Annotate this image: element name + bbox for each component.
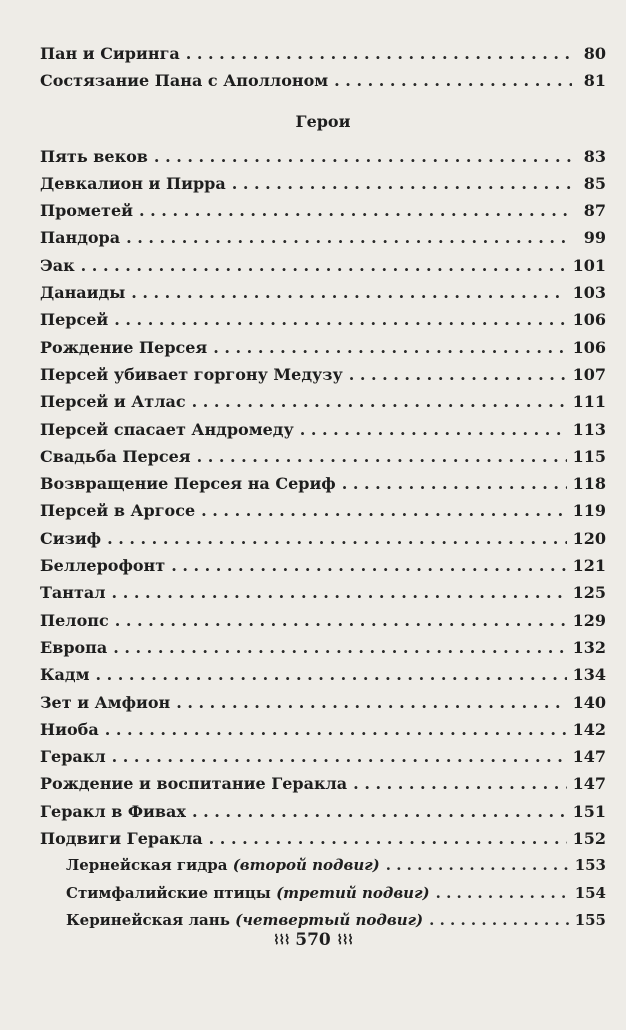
toc-entry-title: Кадм	[40, 665, 90, 685]
toc-entry	[40, 802, 606, 829]
toc-entry-title: Персей спасает Андромеду	[40, 419, 294, 439]
toc-entry	[40, 228, 606, 255]
dot-leader	[209, 829, 567, 848]
dot-leader	[95, 665, 566, 684]
dot-leader	[176, 693, 566, 712]
dot-leader	[107, 529, 566, 548]
toc-entry-title: Девкалион и Пирра	[40, 173, 226, 193]
toc-entry-title: Зет и Амфион	[40, 692, 171, 712]
toc-entry-title: Рождение и воспитание Геракла	[40, 774, 348, 794]
dot-leader	[105, 720, 567, 739]
toc-entry	[40, 474, 606, 501]
dot-leader	[353, 774, 566, 793]
dot-leader	[213, 338, 566, 357]
dot-leader	[334, 71, 572, 90]
toc-entry-title: Европа	[40, 637, 108, 657]
toc-entry-page: 132	[572, 637, 606, 657]
toc-entry	[40, 583, 606, 610]
toc-entry-page: 80	[583, 44, 606, 63]
toc-entry-title: Геракл	[40, 747, 106, 767]
toc-entry-page: 113	[572, 419, 606, 439]
toc-entry-title: Состязание Пана с Аполлоном	[40, 71, 329, 91]
toc-subentry-note: (четвертый подвиг)	[235, 910, 424, 929]
toc-entry-page: 147	[572, 747, 606, 767]
table-of-contents	[40, 44, 606, 938]
dot-leader	[386, 856, 569, 874]
toc-subentry-title-wrap	[66, 884, 430, 902]
toc-entry-page: 107	[572, 364, 606, 384]
toc-entry-page: 106	[572, 310, 606, 330]
dot-leader	[131, 283, 566, 302]
toc-subentry-note: (второй подвиг)	[232, 856, 380, 875]
toc-subentry-title-wrap	[66, 856, 380, 874]
toc-entry-page: 119	[572, 501, 606, 521]
dot-leader	[300, 420, 567, 439]
toc-entry-list	[40, 147, 606, 857]
toc-entry	[40, 720, 606, 747]
toc-entry-title: Персей в Аргосе	[40, 501, 196, 521]
toc-entry-title: Персей	[40, 310, 109, 330]
dot-leader	[201, 501, 566, 520]
dot-leader	[349, 365, 567, 384]
toc-entry	[40, 365, 606, 392]
toc-entry	[40, 611, 606, 638]
dot-leader	[436, 884, 569, 902]
toc-subentry-page: 153	[574, 856, 606, 875]
dot-leader	[126, 228, 572, 247]
dot-leader	[112, 583, 567, 602]
toc-subentry-title: Лернейская гидра	[66, 856, 228, 875]
toc-subentry-page: 155	[574, 910, 606, 929]
toc-entry-title: Персей убивает горгону Медузу	[40, 364, 343, 384]
dot-leader	[342, 474, 567, 493]
toc-entry-page: 101	[572, 255, 606, 275]
toc-entry	[40, 665, 606, 692]
toc-entry-title: Беллерофонт	[40, 556, 166, 576]
toc-entry-page: 111	[572, 392, 606, 412]
section-heading: Герои	[295, 111, 351, 131]
toc-subentry	[40, 856, 606, 883]
dot-leader	[112, 747, 567, 766]
toc-entry	[40, 174, 606, 201]
dot-leader	[154, 147, 572, 166]
toc-entry	[40, 556, 606, 583]
toc-entry	[40, 147, 606, 174]
toc-entry-page: 106	[572, 337, 606, 357]
toc-entry	[40, 447, 606, 474]
toc-entry-title: Данаиды	[40, 283, 126, 303]
left-ornament: ⌇⌇⌇	[273, 933, 290, 948]
toc-entry-page: 125	[572, 583, 606, 603]
toc-entry-page: 142	[572, 719, 606, 739]
toc-entry-page: 103	[572, 283, 606, 303]
toc-entry-page: 115	[572, 446, 606, 466]
toc-subentry-title: Керинейская лань	[66, 910, 230, 929]
toc-entry	[40, 71, 606, 98]
dot-leader	[114, 310, 566, 329]
toc-subentry-page: 154	[574, 883, 606, 902]
toc-entry-title: Пандора	[40, 228, 121, 248]
dot-leader	[192, 802, 567, 821]
dot-leader	[192, 392, 567, 411]
toc-entry	[40, 201, 606, 228]
toc-entry	[40, 747, 606, 774]
toc-entry-page: 118	[572, 474, 606, 494]
toc-entry-title: Пять веков	[40, 146, 148, 166]
toc-entry-page: 99	[583, 228, 606, 248]
toc-entry	[40, 638, 606, 665]
toc-entry	[40, 338, 606, 365]
dot-leader	[139, 201, 572, 220]
dot-leader	[115, 611, 567, 630]
toc-subentry-title-wrap	[66, 911, 423, 929]
toc-entry	[40, 420, 606, 447]
toc-entry-title: Свадьба Персея	[40, 446, 191, 466]
dot-leader	[171, 556, 566, 575]
toc-entry	[40, 283, 606, 310]
toc-entry-page: 87	[583, 201, 606, 221]
toc-entry-title: Пелопс	[40, 610, 109, 630]
toc-entry-page: 129	[572, 610, 606, 630]
toc-entry-title: Рождение Персея	[40, 337, 208, 357]
right-ornament: ⌇⌇⌇	[336, 933, 353, 948]
dot-leader	[113, 638, 566, 657]
toc-entry	[40, 829, 606, 856]
page-number: 570	[295, 930, 331, 950]
toc-subentry-title: Стимфалийские птицы	[66, 883, 271, 902]
toc-entry-title: Сизиф	[40, 528, 102, 548]
toc-entry-title: Прометей	[40, 201, 134, 221]
toc-entry-page: 81	[583, 71, 606, 91]
toc-entry	[40, 774, 606, 801]
dot-leader	[232, 174, 572, 193]
toc-entry-page: 83	[583, 146, 606, 166]
toc-entry-page: 85	[583, 173, 606, 193]
toc-entry-title: Персей и Атлас	[40, 392, 186, 412]
toc-entry-page: 121	[572, 556, 606, 576]
toc-entry-title: Геракл в Фивах	[40, 801, 186, 821]
toc-entry-title: Пан и Сиринга	[40, 44, 180, 63]
toc-entry-page: 151	[572, 801, 606, 821]
toc-entry	[40, 501, 606, 528]
toc-entry-page: 120	[572, 528, 606, 548]
page-footer	[0, 930, 626, 950]
toc-entry-title: Эак	[40, 255, 75, 275]
dot-leader	[81, 256, 567, 275]
toc-entry	[40, 44, 606, 71]
toc-subentry	[40, 884, 606, 911]
toc-entry-title: Тантал	[40, 583, 106, 603]
toc-entry-title: Ниоба	[40, 719, 99, 739]
dot-leader	[186, 44, 572, 63]
toc-entry-title: Подвиги Геракла	[40, 829, 203, 849]
toc-entry-page: 152	[572, 829, 606, 849]
toc-entry	[40, 529, 606, 556]
toc-entry	[40, 256, 606, 283]
toc-entry-page: 140	[572, 692, 606, 712]
toc-subentry-note: (третий подвиг)	[276, 883, 430, 902]
toc-subentry-list	[40, 856, 606, 938]
toc-entry	[40, 693, 606, 720]
toc-entry-page: 134	[572, 665, 606, 685]
toc-entry-title: Возвращение Персея на Сериф	[40, 474, 336, 494]
dot-leader	[197, 447, 567, 466]
dot-leader	[429, 911, 569, 929]
toc-entry	[40, 392, 606, 419]
toc-entry-page: 147	[572, 774, 606, 794]
toc-entry	[40, 310, 606, 337]
